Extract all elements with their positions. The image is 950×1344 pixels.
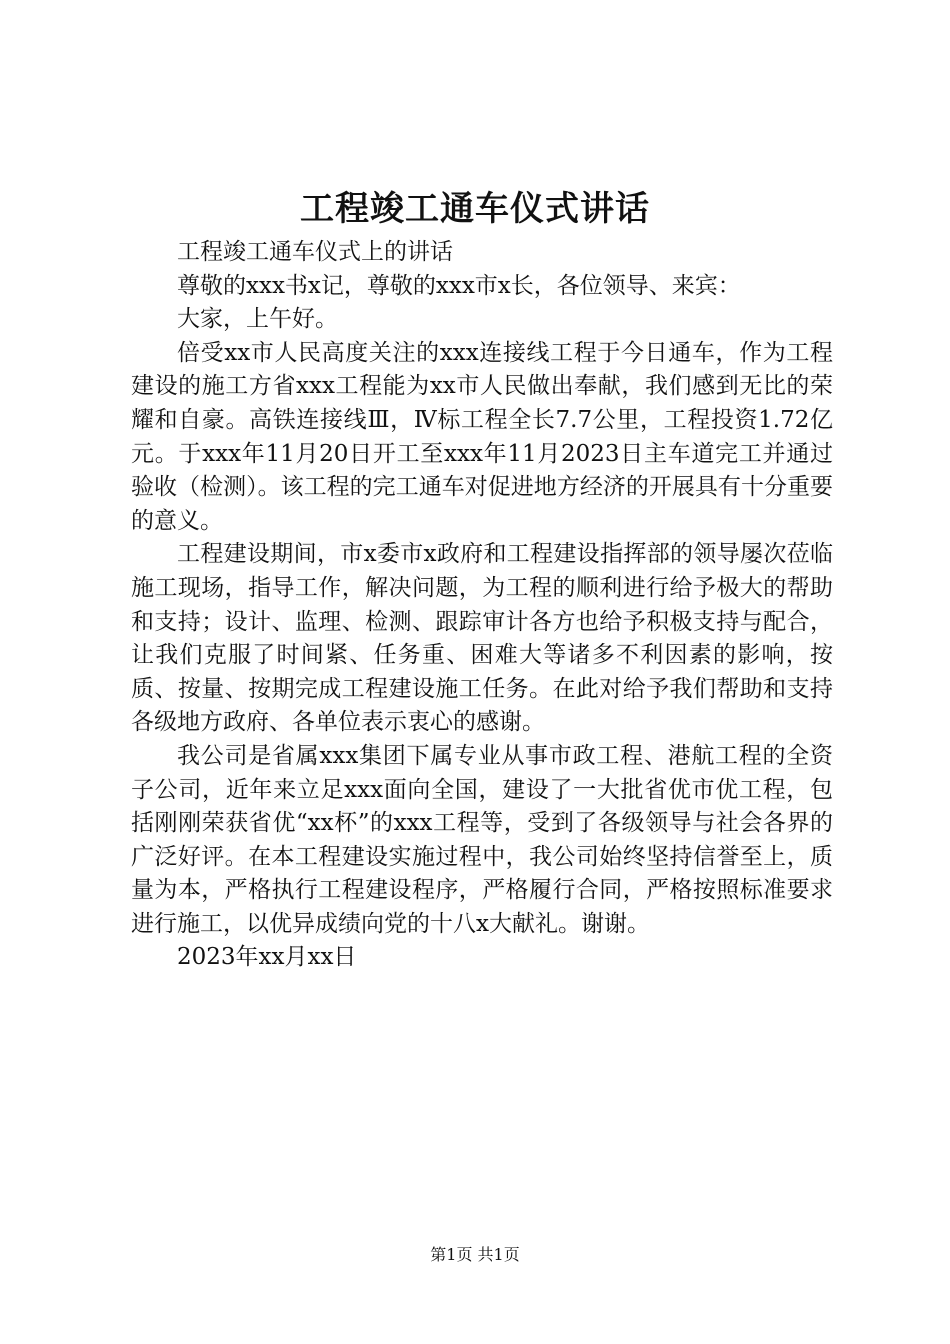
paragraph-thanks: 工程建设期间，市x委市x政府和工程建设指挥部的领导屡次莅临施工现场，指导工作，解决问题，为工程的顺利进行给予极大的帮助和支持；设计、监理、检测、跟踪审计各方也给予积极支持与配合，让我们克服了时间紧、任务重、困难大等诸多不利因素的影响，按质、按量、按期完成工程建设施工任务。在此对给予我们帮助和支持各级地方政府、各单位表示衷心的感谢。 <box>131 541 833 736</box>
document-title: 工程竣工通车仪式讲话 <box>300 189 650 229</box>
paragraph-company: 我公司是省属xxx集团下属专业从事市政工程、港航工程的全资子公司，近年来立足xxx面向全国，建设了一大批省优市优工程，包括刚刚荣获省优“xx杯”的xxx工程等，受到了各级领导与社会各界的广泛好评。在本工程建设实施过程中，我公司始终坚持信誉至上，质量为本，严格执行工程建设程序，严格履行合同，严格按照标准要求进行施工，以优异成绩向党的十八x大献礼。谢谢。 <box>131 742 833 937</box>
document-body <box>131 236 833 975</box>
salutation: 尊敬的xxx书x记，尊敬的xxx市x长，各位领导、来宾： <box>177 272 741 299</box>
document-date: 2023年xx月xx日 <box>177 944 357 971</box>
paragraph-project-intro: 倍受xx市人民高度关注的xxx连接线工程于今日通车，作为工程建设的施工方省xxx工程能为xx市人民做出奉献，我们感到无比的荣耀和自豪。高铁连接线Ⅲ，Ⅳ标工程全长7.7公里，工程投资1.72亿元。于xxx年11月20日开工至xxx年11月2023日主车道完工并通过验收（检测）。该工程的完工通车对促进地方经济的开展具有十分重要的意义。 <box>131 339 833 534</box>
speech-subtitle: 工程竣工通车仪式上的讲话 <box>177 239 453 265</box>
greeting: 大家，上午好。 <box>177 306 338 333</box>
page-footer: 第1页 共1页 <box>430 1245 520 1264</box>
